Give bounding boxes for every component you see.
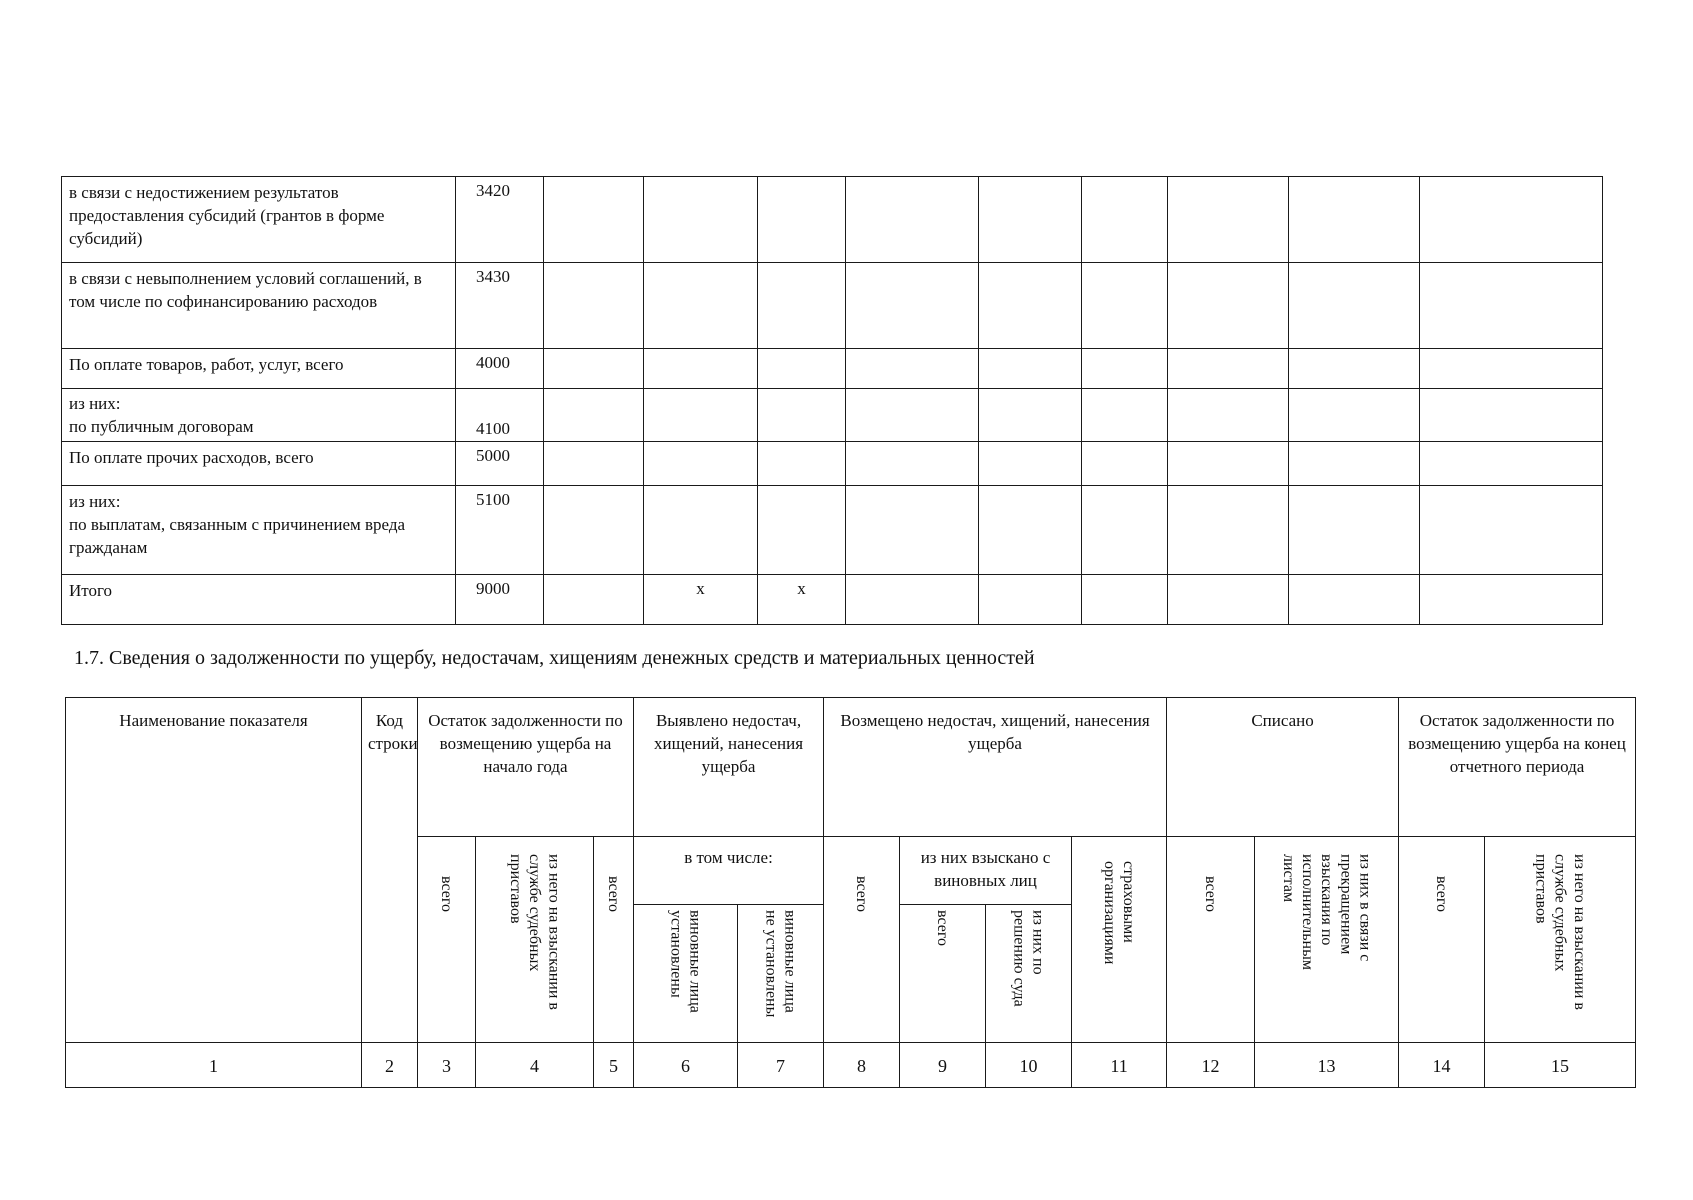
header-found: Выявлено недостач, хищений, нанесения ущерба xyxy=(634,698,824,837)
row-code: 9000 xyxy=(456,574,544,624)
header-reimbursed: Возмещено недостач, хищений, нанесения ущерба xyxy=(824,698,1167,837)
header-opening-balance: Остаток задолженности по возмещению ущерба на начало года xyxy=(418,698,634,837)
row-code: 4100 xyxy=(456,389,544,442)
row-code: 3430 xyxy=(456,263,544,349)
table-row xyxy=(62,263,1603,349)
sub-culprits-found: виновные лица установлены xyxy=(667,910,704,1013)
column-number: 15 xyxy=(1485,1043,1636,1088)
table-row xyxy=(62,177,1603,263)
column-number: 8 xyxy=(824,1043,900,1088)
row-label-line: по публичным договорам xyxy=(69,416,254,436)
column-number: 13 xyxy=(1255,1043,1399,1088)
row-label-line: по выплатам, связанным с причинением вреда гражданам xyxy=(69,514,406,557)
column-number: 14 xyxy=(1399,1043,1485,1088)
table-row xyxy=(62,349,1603,389)
row-label xyxy=(62,485,456,574)
table-row xyxy=(62,485,1603,574)
row-label-line: из них: xyxy=(69,491,121,511)
sub-by-court: из них по решению суда xyxy=(1010,910,1047,1007)
section-title: 1.7. Сведения о задолженности по ущербу, недостачам, хищениям денежных средств и материальных ценностей xyxy=(74,647,1035,669)
table-row xyxy=(62,389,1603,442)
column-number: 12 xyxy=(1167,1043,1255,1088)
row-label: в связи с недостижением результатов предоставления субсидий (грантов в форме субсидий) xyxy=(62,177,456,263)
debt-damage-table xyxy=(65,697,1636,1088)
column-number: 4 xyxy=(476,1043,594,1088)
row-code: 3420 xyxy=(456,177,544,263)
column-number: 11 xyxy=(1072,1043,1167,1088)
row-label xyxy=(62,389,456,442)
sub-insurers: страховыми организациями xyxy=(1101,861,1138,965)
header-code: Код строки xyxy=(362,698,418,1043)
row-label: По оплате товаров, работ, услуг, всего xyxy=(62,349,456,389)
column-number: 7 xyxy=(738,1043,824,1088)
header-closing-balance: Остаток задолженности по возмещению ущерба на конец отчетного периода xyxy=(1399,698,1636,837)
sub-total: всего xyxy=(1202,876,1220,913)
table-row xyxy=(62,441,1603,485)
row-label: в связи с невыполнением условий соглашений, в том числе по софинансированию расходов xyxy=(62,263,456,349)
sub-writs-terminated: из них в связи с прекращением взыскания по исполнительным листам xyxy=(1279,853,1374,970)
cross-mark: x xyxy=(758,574,846,624)
row-code: 5100 xyxy=(456,485,544,574)
row-code: 4000 xyxy=(456,349,544,389)
column-number: 3 xyxy=(418,1043,476,1088)
sub-total: всего xyxy=(605,876,623,913)
cross-mark: x xyxy=(644,574,758,624)
column-number: 1 xyxy=(66,1043,362,1088)
column-number: 6 xyxy=(634,1043,738,1088)
row-label: По оплате прочих расходов, всего xyxy=(62,441,456,485)
sub-bailiffs: из него на взыскании в службе судебных приставов xyxy=(1532,853,1588,1010)
column-numbers-row xyxy=(66,1043,1636,1088)
sub-total: всего xyxy=(853,876,871,913)
sub-total: всего xyxy=(934,910,952,947)
sub-recovered-from-culprits: из них взыскано с виновных лиц xyxy=(900,837,1072,905)
table-row xyxy=(62,574,1603,624)
column-number: 5 xyxy=(594,1043,634,1088)
row-label: Итого xyxy=(62,574,456,624)
sub-bailiffs: из него на взыскании в службе судебных приставов xyxy=(506,853,563,1010)
continuation-table xyxy=(61,176,1603,625)
column-number: 10 xyxy=(986,1043,1072,1088)
row-label-line: из них: xyxy=(69,394,121,413)
row-code: 5000 xyxy=(456,441,544,485)
sub-total: всего xyxy=(438,876,456,913)
sub-including: в том числе: xyxy=(634,837,824,905)
column-number: 2 xyxy=(362,1043,418,1088)
sub-total: всего xyxy=(1433,876,1451,913)
sub-culprits-not-found: виновные лица не установлены xyxy=(762,910,799,1018)
header-name: Наименование показателя xyxy=(66,698,362,1043)
header-written-off: Списано xyxy=(1167,698,1399,837)
column-number: 9 xyxy=(900,1043,986,1088)
